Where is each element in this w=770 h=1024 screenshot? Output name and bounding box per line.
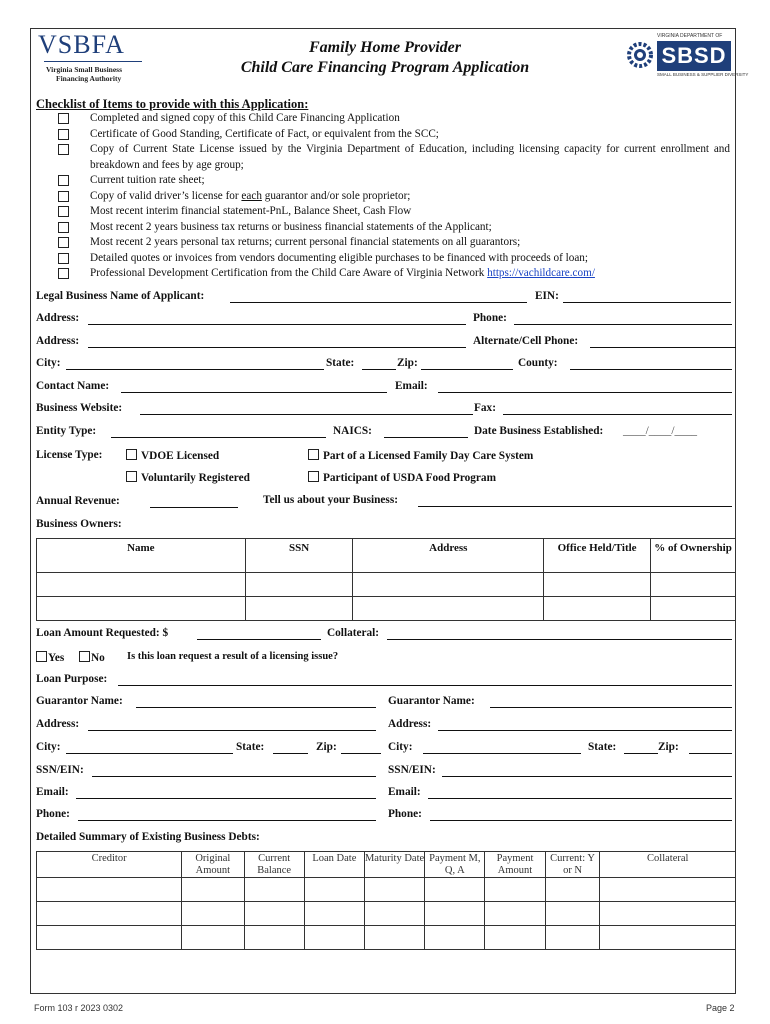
logo-subtitle-1: Virginia Small Business	[46, 65, 122, 74]
table-header-row	[37, 539, 736, 573]
ein-label: EIN:	[535, 290, 559, 302]
annual-revenue-field[interactable]	[150, 507, 238, 508]
checkbox[interactable]	[58, 129, 69, 140]
email-field[interactable]	[438, 392, 732, 393]
checkbox[interactable]	[36, 651, 47, 662]
guarantor-zip-2-label: Zip:	[658, 741, 679, 753]
checkbox[interactable]	[126, 471, 137, 482]
ssn-ein-field[interactable]	[92, 776, 376, 777]
license-type-label: License Type:	[36, 449, 103, 461]
checkbox[interactable]	[308, 471, 319, 482]
loan-amount-field[interactable]	[197, 639, 321, 640]
guarantor-state-field[interactable]	[273, 753, 308, 754]
guarantor-name-2-field[interactable]	[490, 707, 732, 708]
table-cell[interactable]	[37, 597, 246, 621]
checklist	[36, 111, 736, 282]
guarantor-phone-label: Phone:	[36, 808, 70, 820]
column-header: Current: Y or N	[545, 852, 600, 878]
form-title	[200, 38, 570, 78]
table-cell[interactable]	[544, 573, 651, 597]
checklist-title: Checklist of Items to provide with this Application:	[36, 97, 309, 111]
address-label: Address:	[36, 312, 80, 324]
contact-name-label: Contact Name:	[36, 380, 110, 392]
ssn-ein-2-label: SSN/EIN:	[388, 764, 436, 776]
phone-field[interactable]	[514, 324, 732, 325]
vsbfa-logo	[38, 32, 148, 87]
sbsd-top-text: VIRGINIA DEPARTMENT OF	[657, 33, 723, 39]
guarantor-email-field[interactable]	[76, 798, 376, 799]
list-item: Copy of valid driver’s license for each guarantor and/or sole proprietor;	[36, 189, 736, 205]
column-header: Loan Date	[304, 852, 364, 878]
guarantor-name-2-label: Guarantor Name:	[388, 695, 475, 707]
guarantor-address-2-label: Address:	[388, 718, 432, 730]
column-header: Creditor	[37, 852, 182, 878]
guarantor-city-label: City:	[36, 741, 61, 753]
list-item: Certificate of Good Standing, Certificate of Fact, or equivalent from the SCC;	[36, 127, 736, 143]
loan-amount-label: Loan Amount Requested: $	[36, 627, 169, 639]
table-cell[interactable]	[651, 597, 736, 621]
guarantor-address-label: Address:	[36, 718, 80, 730]
collateral-label: Collateral:	[327, 627, 380, 639]
zip-label: Zip:	[397, 357, 418, 369]
guarantor-email-2-label: Email:	[388, 786, 421, 798]
checkbox[interactable]	[58, 237, 69, 248]
address-2-field[interactable]	[88, 347, 466, 348]
checkbox[interactable]	[79, 651, 90, 662]
sbsd-bottom-text: SMALL BUSINESS & SUPPLIER DIVERSITY	[657, 72, 749, 77]
table-row	[37, 597, 736, 621]
email-label: Email:	[395, 380, 428, 392]
table-cell[interactable]	[245, 597, 353, 621]
column-header: SSN	[245, 539, 353, 573]
column-header: Payment Amount	[485, 852, 545, 878]
guarantor-email-label: Email:	[36, 786, 69, 798]
column-header: Original Amount	[182, 852, 244, 878]
debts-title: Detailed Summary of Existing Business Debts:	[36, 831, 260, 843]
list-item: Copy of Current State License issued by the Virginia Department of Education, including licensing capacity for current enrollment and breakdown and fees by age group;	[36, 142, 736, 173]
debts-table	[36, 851, 736, 950]
table-row	[37, 902, 736, 926]
address-field[interactable]	[88, 324, 466, 325]
guarantor-name-field[interactable]	[136, 707, 376, 708]
website-field[interactable]	[140, 414, 473, 415]
guarantor-city-2-field[interactable]	[423, 753, 581, 754]
list-item: Current tuition rate sheet;	[36, 173, 736, 189]
ein-field[interactable]	[563, 302, 731, 303]
list-item: Detailed quotes or invoices from vendors documenting eligible purchases to be financed with proceeds of loan;	[36, 251, 736, 267]
guarantor-state-2-field[interactable]	[624, 753, 658, 754]
guarantor-address-field[interactable]	[88, 730, 376, 731]
city-field[interactable]	[66, 369, 324, 370]
no-option[interactable]: No	[79, 651, 105, 664]
checkbox[interactable]	[58, 113, 69, 124]
table-cell[interactable]	[245, 573, 353, 597]
checkbox[interactable]	[58, 175, 69, 186]
list-item: Most recent interim financial statement-PnL, Balance Sheet, Cash Flow	[36, 204, 736, 220]
table-cell[interactable]	[353, 573, 544, 597]
table-cell[interactable]	[353, 597, 544, 621]
checkbox[interactable]	[58, 268, 69, 279]
date-established-field[interactable]: ____/____/____	[623, 425, 698, 437]
guarantor-city-field[interactable]	[66, 753, 233, 754]
list-item: Completed and signed copy of this Child Care Financing Application	[36, 111, 736, 127]
naics-field[interactable]	[384, 437, 468, 438]
guarantor-state-label: State:	[236, 741, 265, 753]
collateral-field[interactable]	[387, 639, 732, 640]
checkbox[interactable]	[58, 206, 69, 217]
guarantor-phone-2-label: Phone:	[388, 808, 422, 820]
phone-label: Phone:	[473, 312, 507, 324]
table-row	[37, 878, 736, 902]
ssn-ein-label: SSN/EIN:	[36, 764, 84, 776]
entity-type-label: Entity Type:	[36, 425, 97, 437]
county-field[interactable]	[570, 369, 732, 370]
guarantor-zip-field[interactable]	[341, 753, 381, 754]
yes-option[interactable]: Yes	[36, 651, 64, 664]
table-header-row	[37, 852, 736, 878]
contact-name-field[interactable]	[121, 392, 387, 393]
title-line-1: Family Home Provider	[309, 39, 461, 56]
guarantor-zip-2-field[interactable]	[689, 753, 732, 754]
column-header: Address	[353, 539, 544, 573]
naics-label: NAICS:	[333, 425, 372, 437]
column-header: Office Held/Title	[544, 539, 651, 573]
state-label: State:	[326, 357, 355, 369]
title-line-2: Child Care Financing Program Application	[240, 59, 530, 76]
alt-phone-field[interactable]	[590, 347, 736, 348]
vdoe-option[interactable]: VDOE Licensed	[126, 449, 219, 462]
guarantor-city-2-label: City:	[388, 741, 413, 753]
loan-purpose-label: Loan Purpose:	[36, 673, 108, 685]
list-item: Most recent 2 years personal tax returns; current personal financial statements on all guarantors;	[36, 235, 736, 251]
column-header: Collateral	[600, 852, 736, 878]
checkbox[interactable]	[126, 449, 137, 460]
business-owners-label: Business Owners:	[36, 518, 122, 530]
checkbox[interactable]	[308, 449, 319, 460]
date-established-label: Date Business Established:	[474, 425, 604, 437]
page-number: Page 2	[706, 1003, 735, 1013]
column-header: Current Balance	[244, 852, 304, 878]
entity-type-field[interactable]	[111, 437, 326, 438]
table-cell[interactable]	[651, 573, 736, 597]
table-row	[37, 573, 736, 597]
state-field[interactable]	[362, 369, 396, 370]
loan-purpose-field[interactable]	[118, 685, 732, 686]
ssn-ein-2-field[interactable]	[442, 776, 732, 777]
vachildcare-link[interactable]: https://vachildcare.com/	[487, 267, 595, 279]
guarantor-zip-label: Zip:	[316, 741, 337, 753]
guarantor-state-2-label: State:	[588, 741, 617, 753]
usda-option[interactable]: Participant of USDA Food Program	[308, 471, 496, 484]
column-header: Name	[37, 539, 246, 573]
city-label: City:	[36, 357, 61, 369]
checkbox[interactable]	[58, 191, 69, 202]
logo-subtitle-2: Financing Authority	[56, 74, 122, 83]
alt-phone-label: Alternate/Cell Phone:	[473, 335, 579, 347]
zip-field[interactable]	[421, 369, 513, 370]
annual-revenue-label: Annual Revenue:	[36, 495, 120, 507]
list-item: Most recent 2 years business tax returns or business financial statements of the Applicant;	[36, 220, 736, 236]
county-label: County:	[518, 357, 558, 369]
logo-word: VSBFA	[38, 30, 125, 59]
table-cell[interactable]	[544, 597, 651, 621]
licensing-question: Is this loan request a result of a licensing issue?	[127, 651, 339, 662]
voluntary-option[interactable]: Voluntarily Registered	[126, 471, 250, 484]
logo-rule	[44, 61, 142, 62]
family-day-option[interactable]: Part of a Licensed Family Day Care System	[308, 449, 533, 462]
list-item: Professional Development Certification from the Child Care Aware of Virginia Network https://vachildcare.com/	[36, 266, 736, 282]
column-header: % of Ownership	[651, 539, 736, 573]
table-row	[37, 926, 736, 950]
legal-name-label: Legal Business Name of Applicant:	[36, 290, 205, 302]
sbsd-logo	[625, 33, 749, 79]
tell-us-label: Tell us about your Business:	[263, 494, 398, 506]
checkbox[interactable]	[58, 253, 69, 264]
guarantor-name-label: Guarantor Name:	[36, 695, 123, 707]
gear-icon	[625, 37, 655, 73]
tell-us-field[interactable]	[418, 506, 732, 507]
fax-field[interactable]	[503, 414, 732, 415]
checkbox[interactable]	[58, 144, 69, 155]
checkbox[interactable]	[58, 222, 69, 233]
legal-name-field[interactable]	[230, 302, 527, 303]
address-2-label: Address:	[36, 335, 80, 347]
table-cell[interactable]	[37, 573, 246, 597]
guarantor-address-2-field[interactable]	[438, 730, 732, 731]
fax-label: Fax:	[474, 402, 496, 414]
form-id: Form 103 r 2023 0302	[34, 1003, 124, 1013]
column-header: Maturity Date	[364, 852, 424, 878]
guarantor-email-2-field[interactable]	[428, 798, 732, 799]
website-label: Business Website:	[36, 402, 123, 414]
sbsd-word: SBSD	[657, 41, 731, 71]
guarantor-phone-field[interactable]	[78, 820, 376, 821]
column-header: Payment M, Q, A	[425, 852, 485, 878]
guarantor-phone-2-field[interactable]	[430, 820, 732, 821]
owners-table	[36, 538, 736, 621]
